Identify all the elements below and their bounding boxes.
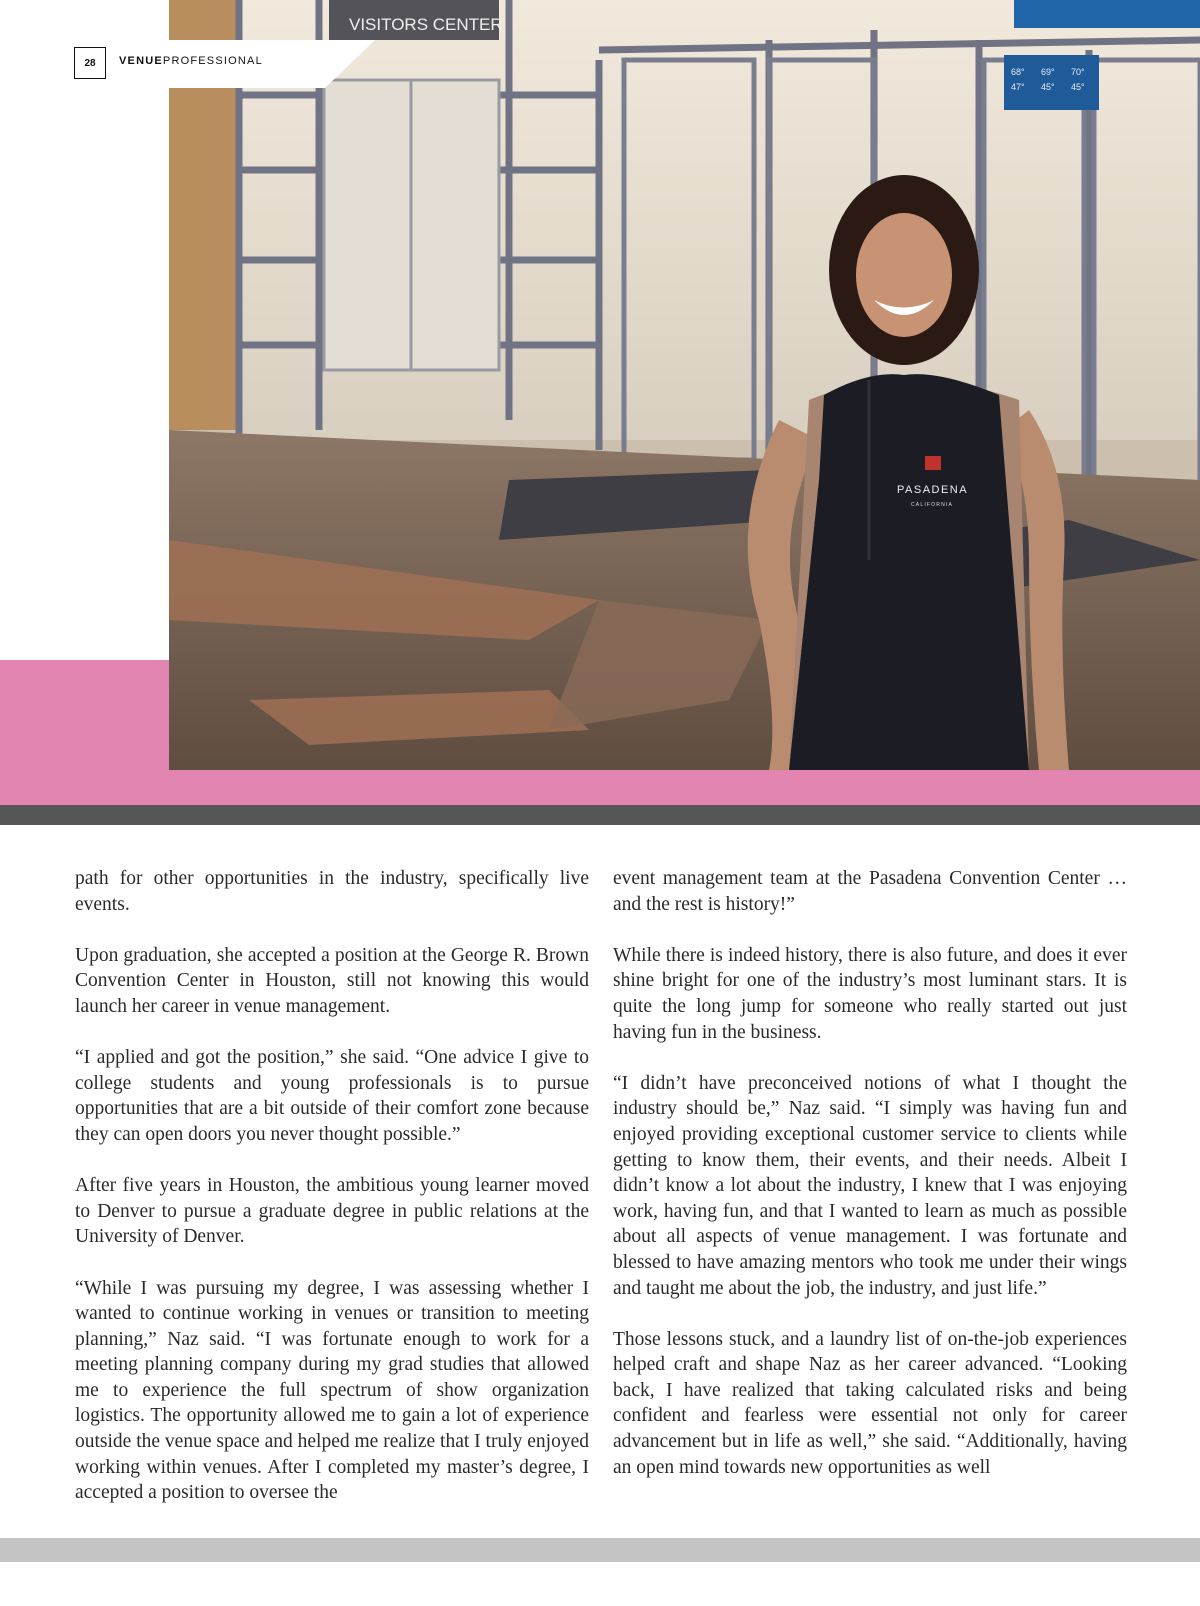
display-temp-3: 70°: [1071, 67, 1085, 77]
dark-divider-band: [0, 805, 1200, 825]
paragraph: After five years in Houston, the ambitious young learner moved to Denver to pursue a graduate degree in public relations at the University of Denver.: [75, 1175, 589, 1248]
paragraph: “While I was pursuing my degree, I was assessing whether I wanted to continue working in venues or transition to meeting planning,” Naz said. “I was fortunate enough to work for a meeting planning company during my grad studies that allowed me to experience the full spectrum of show organization logistics. The opportunity allowed me to gain a lot of experience outside the venue space and helped me realize that I truly enjoyed working within venues. After I completed my master’s degree, I accepted a position to oversee the: [75, 1277, 589, 1504]
vest-logo-sub: CALIFORNIA: [911, 502, 954, 508]
paragraph: event management team at the Pasadena Convention Center … and the rest is history!”: [613, 868, 1127, 915]
masthead: [119, 55, 263, 67]
paragraph: “I didn’t have preconceived notions of what I thought the industry should be,” Naz said. “I simply was having fun and enjoyed providing exceptional customer service to clients while getting to know them, their events, and their needs. Albeit I didn’t know a lot about the industry, I knew that I was enjoying work, having fun, and that I wanted to learn as much as possible about all aspects of venue management. I was fortunate and blessed to have amazing mentors who took me under their wings and taught me about the job, the industry, and just life.”: [613, 1072, 1127, 1299]
paragraph: While there is indeed history, there is also future, and does it ever shine bright for one of the industry’s most luminant stars. It is quite the long jump for someone who really started out just having fun in the business.: [613, 944, 1127, 1043]
vest-logo: PASADENA: [897, 484, 969, 496]
display-temp-4: 47°: [1011, 82, 1025, 92]
paragraph: “I applied and got the position,” she said. “One advice I give to college students and young professionals is to pursue opportunities that are a bit outside of their comfort zone because they can open doors you never thought possible.”: [75, 1047, 589, 1145]
article-column-left: [75, 866, 589, 1506]
masthead-bold: VENUE: [119, 55, 163, 67]
page-number: 28: [74, 47, 106, 79]
display-temp-5: 45°: [1041, 82, 1055, 92]
paragraph: Upon graduation, she accepted a position at the George R. Brown Convention Center in Houston, still not knowing this would launch her career in venue management.: [75, 944, 589, 1017]
footer-band: [0, 1538, 1200, 1562]
article-column-right: [613, 866, 1127, 1480]
display-temp-2: 69°: [1041, 67, 1055, 77]
masthead-regular: PROFESSIONAL: [162, 55, 263, 67]
visitors-center-sign: VISITORS CENTER: [349, 15, 503, 34]
display-temp-6: 45°: [1071, 82, 1085, 92]
paragraph: Those lessons stuck, and a laundry list of on-the-job experiences helped craft and shape Naz as her career advanced. “Looking back, I have realized that taking calculated risks and being confident and fearless were essential not only for career advancement but in life as well,” she said. “Additionally, having an open mind towards new opportunities as well: [613, 1328, 1127, 1478]
feature-photo: [169, 0, 1200, 770]
paragraph: path for other opportunities in the industry, specifically live events.: [75, 868, 589, 915]
display-temp-1: 68°: [1011, 67, 1025, 77]
